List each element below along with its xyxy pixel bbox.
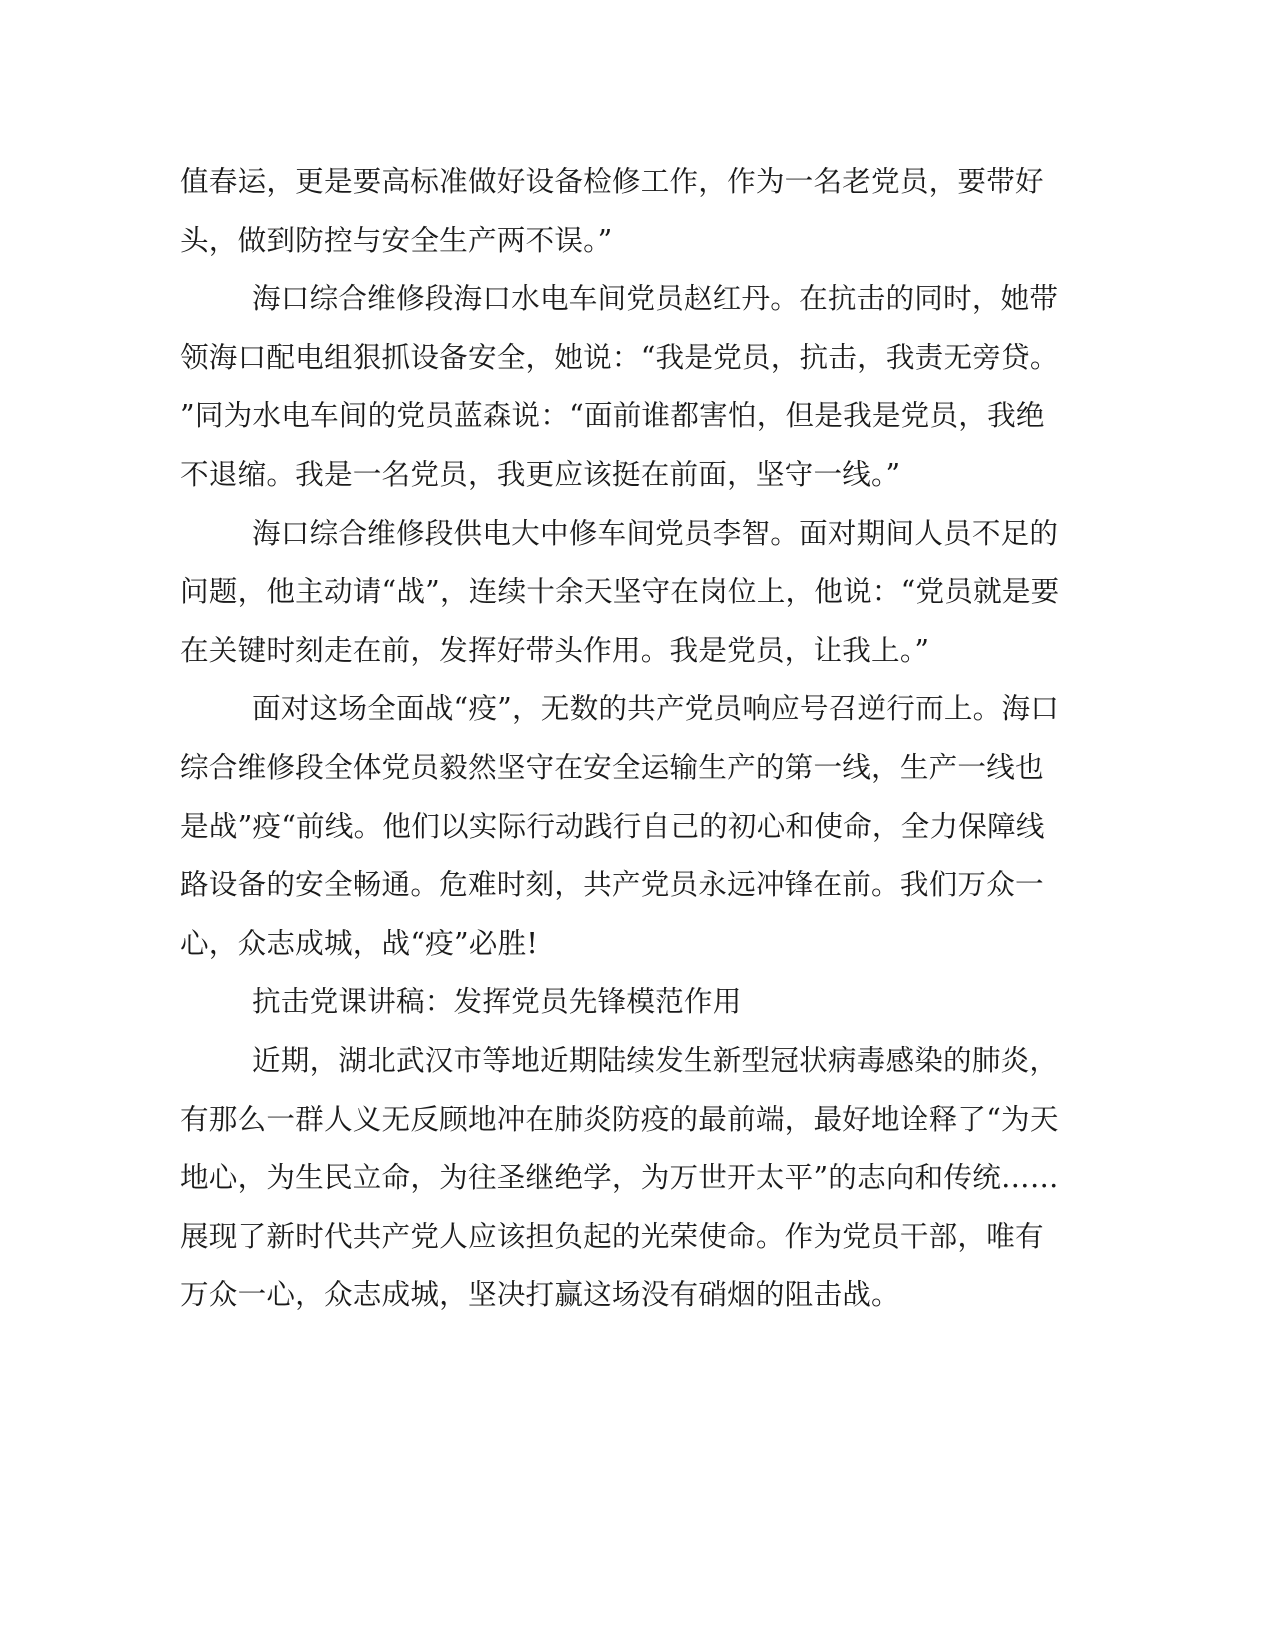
section-heading: 抗击党课讲稿：发挥党员先锋模范作用 <box>252 984 742 1019</box>
text-line: ”同为水电车间的党员蓝森说：“面前谁都害怕，但是我是党员，我绝 <box>180 398 1045 433</box>
text-line: 领海口配电组狠抓设备安全，她说：“我是党员，抗击，我责无旁贷。 <box>180 339 1059 374</box>
paragraph-start-line: 面对这场全面战“疫”，无数的共产党员响应号召逆行而上。海口 <box>252 691 1060 726</box>
paragraph-start-line: 海口综合维修段供电大中修车间党员李智。面对期间人员不足的 <box>252 515 1059 550</box>
paragraph-start-line: 海口综合维修段海口水电车间党员赵红丹。在抗击的同时，她带 <box>252 281 1059 316</box>
text-line: 路设备的安全畅通。危难时刻，共产党员永远冲锋在前。我们万众一 <box>180 867 1044 902</box>
document-body <box>180 152 1060 1324</box>
text-line: 地心，为生民立命，为往圣继绝学，为万世开太平”的志向和传统…… <box>180 1160 1059 1195</box>
paragraph-start-line: 近期，湖北武汉市等地近期陆续发生新型冠状病毒感染的肺炎， <box>252 1042 1059 1077</box>
text-line: 头，做到防控与安全生产两不误。” <box>180 222 613 257</box>
text-line: 不退缩。我是一名党员，我更应该挺在前面，坚守一线。” <box>180 456 901 491</box>
text-line: 有那么一群人义无反顾地冲在肺炎防疫的最前端，最好地诠释了“为天 <box>180 1101 1059 1136</box>
text-line: 综合维修段全体党员毅然坚守在安全运输生产的第一线，生产一线也 <box>180 749 1044 784</box>
text-line: 是战”疫“前线。他们以实际行动践行自己的初心和使命，全力保障线 <box>180 808 1045 843</box>
text-line: 问题，他主动请“战”，连续十余天坚守在岗位上，他说：“党员就是要 <box>180 574 1060 609</box>
text-line: 值春运，更是要高标准做好设备检修工作，作为一名老党员，要带好 <box>180 164 1044 198</box>
text-line: 展现了新时代共产党人应该担负起的光荣使命。作为党员干部，唯有 <box>180 1218 1044 1253</box>
text-line: 在关键时刻走在前，发挥好带头作用。我是党员，让我上。” <box>180 632 930 667</box>
text-line: 万众一心，众志成城，坚决打赢这场没有硝烟的阻击战。 <box>180 1277 900 1312</box>
text-line: 心，众志成城，战“疫”必胜! <box>180 925 539 960</box>
